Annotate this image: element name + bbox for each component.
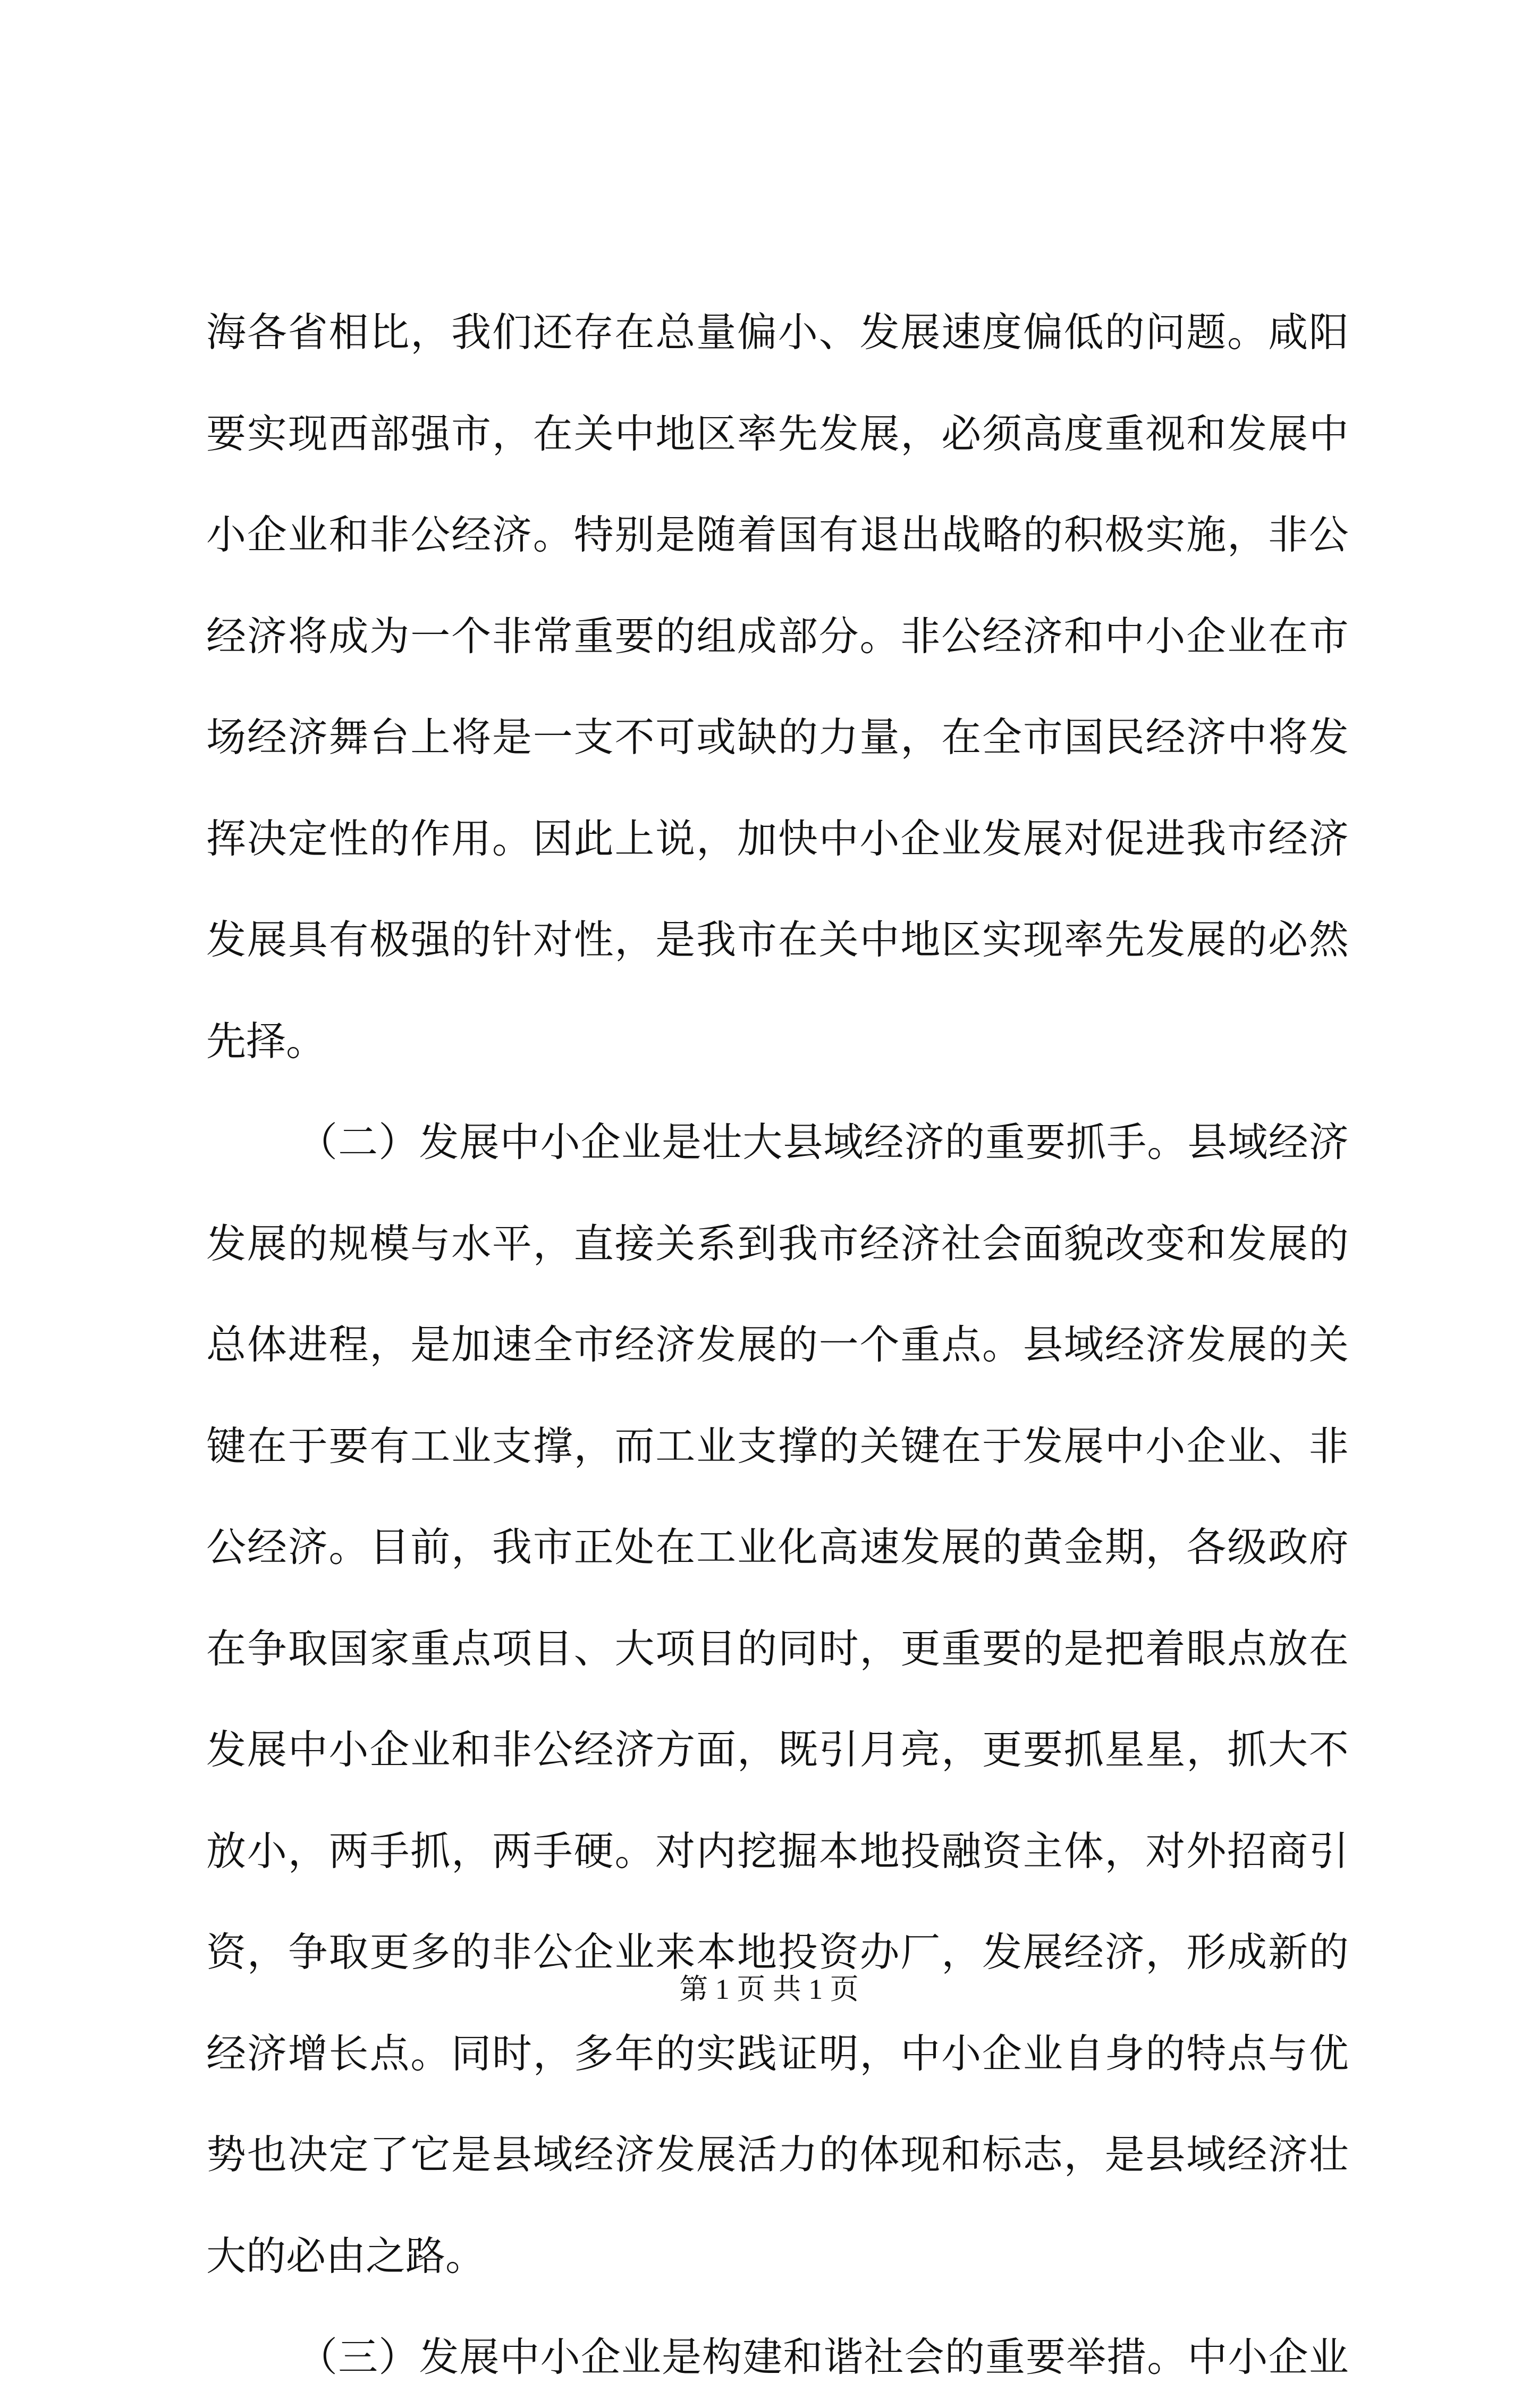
document-body <box>206 282 1349 2408</box>
text-line-6: 挥 决 定 性 的 作 用 。 因 此 上 说 ， 加 快 中 小 企 业 发 展 对 促 进 我 市 经 济 <box>206 815 1349 862</box>
text-line-4: 经 济 将 成 为 一 个 非 常 重 要 的 组 成 部 分 。 非 公 经 济 和 中 小 企 业 在 市 <box>206 612 1349 660</box>
text-line-18: 经 济 增 长 点 。 同 时 ， 多 年 的 实 践 证 明 ， 中 小 企 业 自 身 的 特 点 与 优 <box>206 2030 1349 2077</box>
text-line-11: 总 体 进 程 ， 是 加 速 全 市 经 济 发 展 的 一 个 重 点 。 县 域 经 济 发 展 的 关 <box>206 1321 1349 1368</box>
text-line-1: 海 各 省 相 比 ， 我 们 还 存 在 总 量 偏 小 、 发 展 速 度 偏 低 的 问 题 。 咸 阳 <box>206 309 1349 356</box>
text-line-8: 先择。 <box>206 1017 326 1064</box>
text-line-2: 要 实 现 西 部 强 市 ， 在 关 中 地 区 率 先 发 展 ， 必 须 高 度 重 视 和 发 展 中 <box>206 410 1349 457</box>
text-line-19: 势 也 决 定 了 它 是 县 域 经 济 发 展 活 力 的 体 现 和 标 志 ， 是 县 域 经 济 壮 <box>206 2131 1349 2178</box>
page-number-footer: 第 1 页 共 1 页 <box>679 1973 859 2005</box>
text-line-7: 发 展 具 有 极 强 的 针 对 性 ， 是 我 市 在 关 中 地 区 实 现 率 先 发 展 的 必 然 <box>206 916 1349 963</box>
section-2-heading-line: （ 二 ） 发 展 中 小 企 业 是 壮 大 县 域 经 济 的 重 要 抓 手 。 县 域 经 济 <box>298 1119 1349 1165</box>
text-line-15: 发 展 中 小 企 业 和 非 公 经 济 方 面 ， 既 引 月 亮 ， 更 要 抓 星 星 ， 抓 大 不 <box>206 1726 1349 1773</box>
text-line-14: 在 争 取 国 家 重 点 项 目 、 大 项 目 的 同 时 ， 更 重 要 的 是 把 着 眼 点 放 在 <box>206 1625 1349 1672</box>
text-line-12: 键 在 于 要 有 工 业 支 撑 ， 而 工 业 支 撑 的 关 键 在 于 发 展 中 小 企 业 、 非 <box>206 1422 1349 1469</box>
text-line-3: 小 企 业 和 非 公 经 济 。 特 别 是 随 着 国 有 退 出 战 略 的 积 极 实 施 ， 非 公 <box>206 511 1349 558</box>
text-line-16: 放 小 ， 两 手 抓 ， 两 手 硬 。 对 内 挖 掘 本 地 投 融 资 主 体 ， 对 外 招 商 引 <box>206 1827 1349 1874</box>
text-line-5: 场 经 济 舞 台 上 将 是 一 支 不 可 或 缺 的 力 量 ， 在 全 市 国 民 经 济 中 将 发 <box>206 714 1349 761</box>
text-line-17: 资 ， 争 取 更 多 的 非 公 企 业 来 本 地 投 资 办 厂 ， 发 展 经 济 ， 形 成 新 的 <box>206 1929 1349 1975</box>
text-line-13: 公 经 济 。 目 前 ， 我 市 正 处 在 工 业 化 高 速 发 展 的 黄 金 期 ， 各 级 政 府 <box>206 1524 1349 1570</box>
text-line-10: 发 展 的 规 模 与 水 平 ， 直 接 关 系 到 我 市 经 济 社 会 面 貌 改 变 和 发 展 的 <box>206 1220 1349 1267</box>
text-line-20: 大的必由之路。 <box>206 2232 486 2279</box>
section-3-heading-line: （ 三 ） 发 展 中 小 企 业 是 构 建 和 谐 社 会 的 重 要 举 措 。 中 小 企 业 <box>298 2334 1349 2380</box>
